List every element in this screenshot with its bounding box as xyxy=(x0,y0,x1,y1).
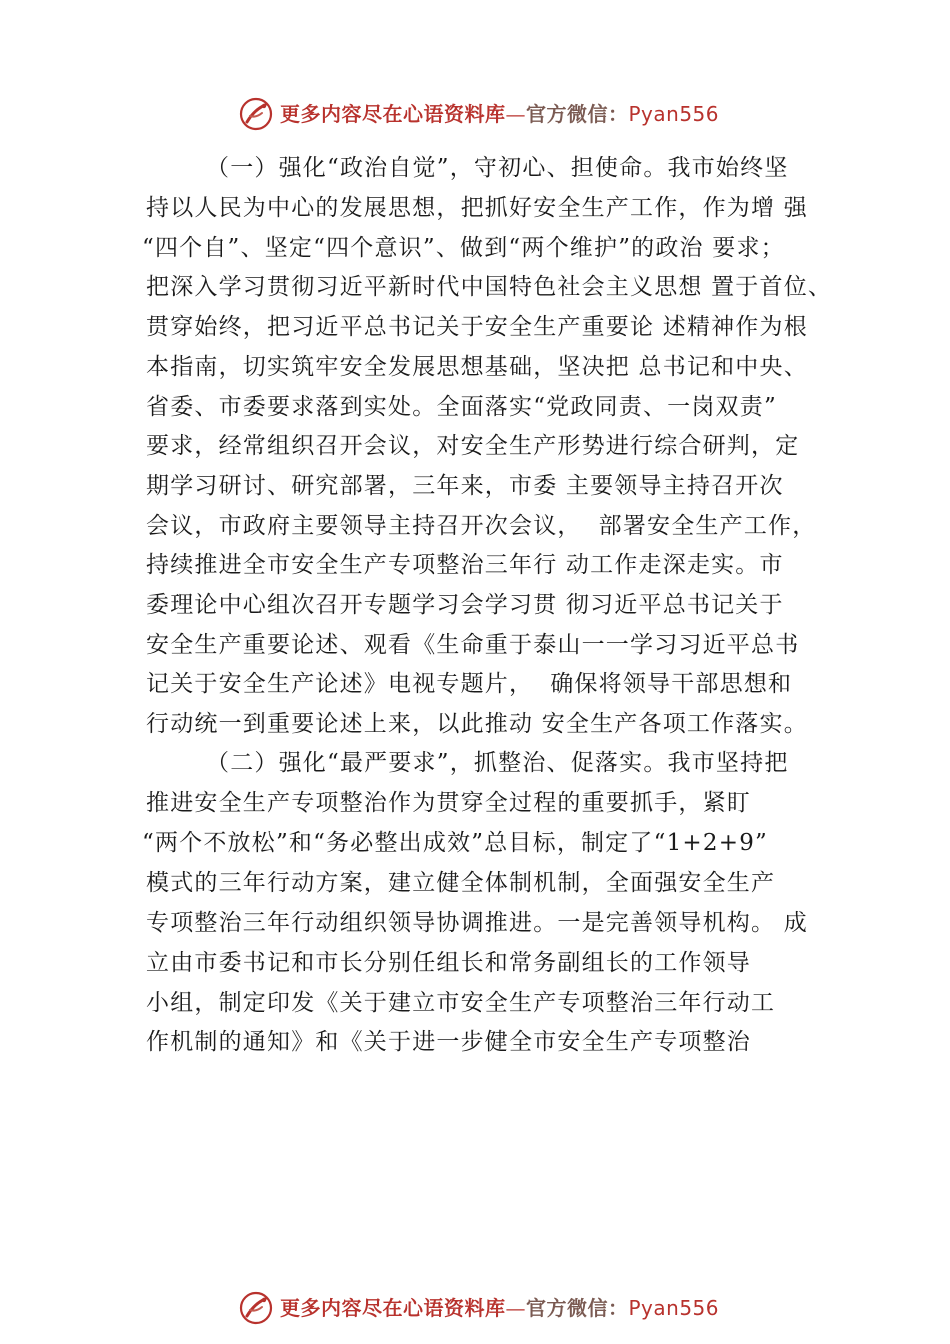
watermark-wechat-id: Pyan556 xyxy=(628,102,720,126)
text-line: 小组，制定印发《关于建立市安全生产专项整治三年行动工 xyxy=(146,990,776,1016)
text-line: “四个自”、坚定“四个意识”、做到“两个维护”的政治 要求； xyxy=(142,235,785,261)
text-line: 贯穿始终，把习近平总书记关于安全生产重要论 述精神作为根 xyxy=(146,314,808,340)
text-line: 委理论中心组次召开专题学习会学习贯 彻习近平总书记关于 xyxy=(146,592,784,618)
text-line: 专项整治三年行动组织领导协调推进。一是完善领导机构。 成 xyxy=(146,910,808,936)
text-line: 省委、市委要求落到实处。全面落实“党政同责、一岗双责” xyxy=(146,394,777,420)
text-line: 记关于安全生产论述》电视专题片， 确保将领导干部思想和 xyxy=(146,671,793,697)
text-line: 模式的三年行动方案，建立健全体制机制，全面强安全生产 xyxy=(146,870,776,896)
text-line: “两个不放松”和“务必整出成效”总目标，制定了“1+2+9” xyxy=(142,830,768,856)
text-line: 作机制的通知》和《关于进一步健全市安全生产专项整治 xyxy=(146,1029,751,1055)
text-line: 行动统一到重要论述上来，以此推动 安全生产各项工作落实。 xyxy=(146,711,808,737)
text-line: 期学习研讨、研究部署，三年来，市委 主要领导主持召开次 xyxy=(146,473,784,499)
footer-watermark xyxy=(0,1288,950,1328)
text-line: 持以人民为中心的发展思想，把抓好安全生产工作，作为增 强 xyxy=(146,195,808,221)
text-line: 推进安全生产专项整治作为贯穿全过程的重要抓手，紧盯 xyxy=(146,790,751,816)
watermark-label: 官方微信： xyxy=(526,102,629,126)
watermark-text xyxy=(280,1295,719,1321)
watermark-wechat-id: Pyan556 xyxy=(628,1296,720,1320)
text-line: 要求，经常组织召开会议，对安全生产形势进行综合研判，定 xyxy=(146,433,800,459)
brush-logo-icon xyxy=(238,1290,274,1326)
text-line: 安全生产重要论述、观看《生命重于泰山一一学习习近平总书 xyxy=(146,632,800,658)
brush-logo-icon xyxy=(238,96,274,132)
text-line: 立由市委书记和市长分别任组长和常务副组长的工作领导 xyxy=(146,950,751,976)
text-line: 本指南，切实筑牢安全发展思想基础，坚决把 总书记和中央、 xyxy=(146,354,808,380)
watermark-brand: 更多内容尽在心语资料库 xyxy=(280,102,506,126)
watermark-brand: 更多内容尽在心语资料库 xyxy=(280,1296,506,1320)
watermark-dash: — xyxy=(505,102,526,126)
text-line: 持续推进全市安全生产专项整治三年行 动工作走深走实。市 xyxy=(146,552,784,578)
watermark-label: 官方微信： xyxy=(526,1296,629,1320)
text-line: （一）强化“政治自觉”，守初心、担使命。我市始终坚 xyxy=(206,155,789,181)
text-line: （二）强化“最严要求”，抓整治、促落实。我市坚持把 xyxy=(206,750,789,776)
watermark-dash: — xyxy=(505,1296,526,1320)
text-line: 把深入学习贯彻习近平新时代中国特色社会主义思想 置于首位、 xyxy=(146,274,833,300)
watermark-text xyxy=(280,101,719,127)
text-line: 会议，市政府主要领导主持召开次会议， 部署安全生产工作， xyxy=(146,513,817,539)
header-watermark xyxy=(0,94,950,134)
